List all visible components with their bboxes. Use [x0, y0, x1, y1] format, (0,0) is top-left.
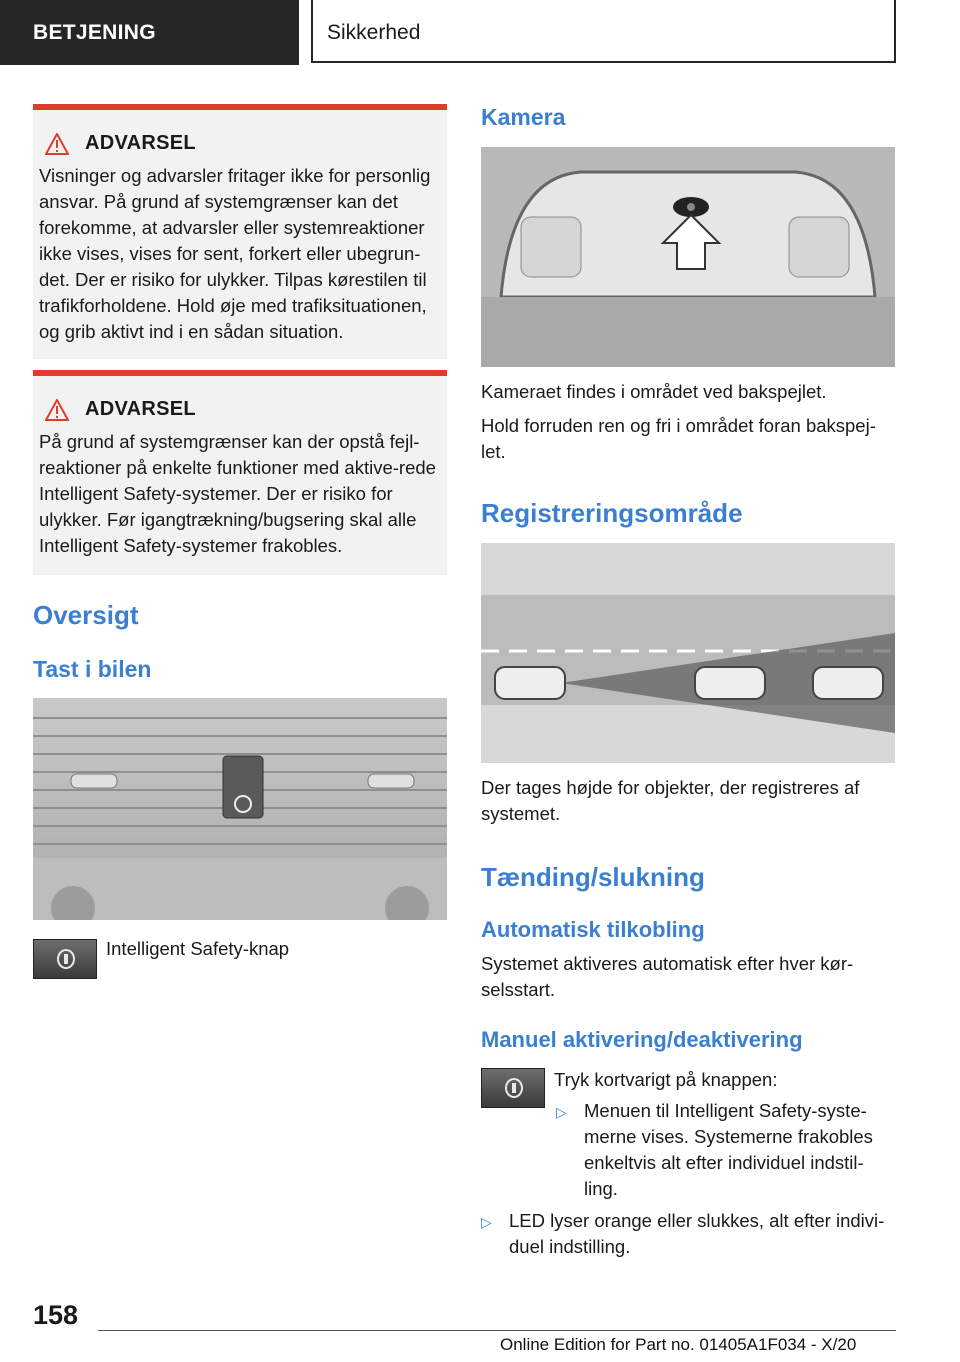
detection-area-image	[481, 543, 895, 763]
heading-automatisk-tilkobling: Automatisk tilkobling	[481, 917, 705, 942]
warning-box-2	[33, 370, 447, 575]
warning-box-1	[33, 104, 447, 359]
button-caption: Intelligent Safety-knap	[106, 938, 290, 959]
manual-text: Tryk kortvarigt på knappen:	[554, 1069, 778, 1090]
safety-button-icon	[481, 1068, 545, 1108]
heading-kamera: Kamera	[481, 104, 566, 130]
safety-button-icon	[33, 939, 97, 979]
heading-tast-i-bilen: Tast i bilen	[33, 656, 152, 682]
footer-divider	[98, 1330, 896, 1331]
page-header	[0, 0, 960, 65]
page-number: 158	[33, 1300, 79, 1330]
section-label: BETJENING	[0, 0, 299, 65]
bullet-marker: ▷	[556, 1104, 567, 1120]
warning-title: ADVARSEL	[85, 398, 196, 420]
footer-edition: Online Edition for Part no. 01405A1F034 - X/20	[500, 1335, 857, 1354]
bullet-marker: ▷	[481, 1214, 492, 1230]
dashboard-button-image	[33, 698, 447, 920]
chapter-label: Sikkerhed	[311, 0, 896, 63]
auto-text: Systemet aktiveres automatisk efter hver kør-selsstart.	[481, 953, 854, 1000]
kamera-text-1: Kameraet findes i området ved bakspejlet.	[481, 381, 827, 402]
heading-manuel-aktivering: Manuel aktivering/deaktivering	[481, 1027, 803, 1052]
registrering-text: Der tages højde for objekter, der registreres af systemet.	[481, 777, 860, 824]
camera-location-image	[481, 147, 895, 367]
warning-triangle-icon	[45, 133, 69, 155]
heading-taending-slukning: Tænding/slukning	[481, 862, 705, 892]
warning-title: ADVARSEL	[85, 132, 196, 154]
heading-oversigt: Oversigt	[33, 600, 139, 630]
warning-text: Visninger og advarsler fritager ikke for personlig ansvar. På grund af systemgrænser kan det forekomme, at advarsler eller systemreaktioner ikke vises, vises for sent, forkert eller ubegrun-det. Der er risiko for ulykker. Tilpas kørestilen til trafikforholdene. Hold øje med trafiksituationen, og grib aktivt ind i en sådan situation.	[39, 165, 431, 342]
warning-triangle-icon	[45, 399, 69, 421]
kamera-text-2: Hold forruden ren og fri i området foran bakspej-let.	[481, 415, 876, 462]
bullet-item-1: Menuen til Intelligent Safety-syste-merne vises. Systemerne frakobles enkeltvis alt efter individuel indstil-ling.	[584, 1100, 873, 1199]
heading-registreringsomraade: Registreringsområde	[481, 498, 743, 528]
bullet-item-2: LED lyser orange eller slukkes, alt efter indivi-duel indstilling.	[509, 1210, 885, 1257]
warning-text: På grund af systemgrænser kan der opstå fejl-reaktioner på enkelte funktioner med aktive-rede Intelligent Safety-systemer. Der er risiko for ulykker. Før igangtrækning/bugsering skal alle Intelligent Safety-systemer frakobles.	[39, 431, 436, 556]
